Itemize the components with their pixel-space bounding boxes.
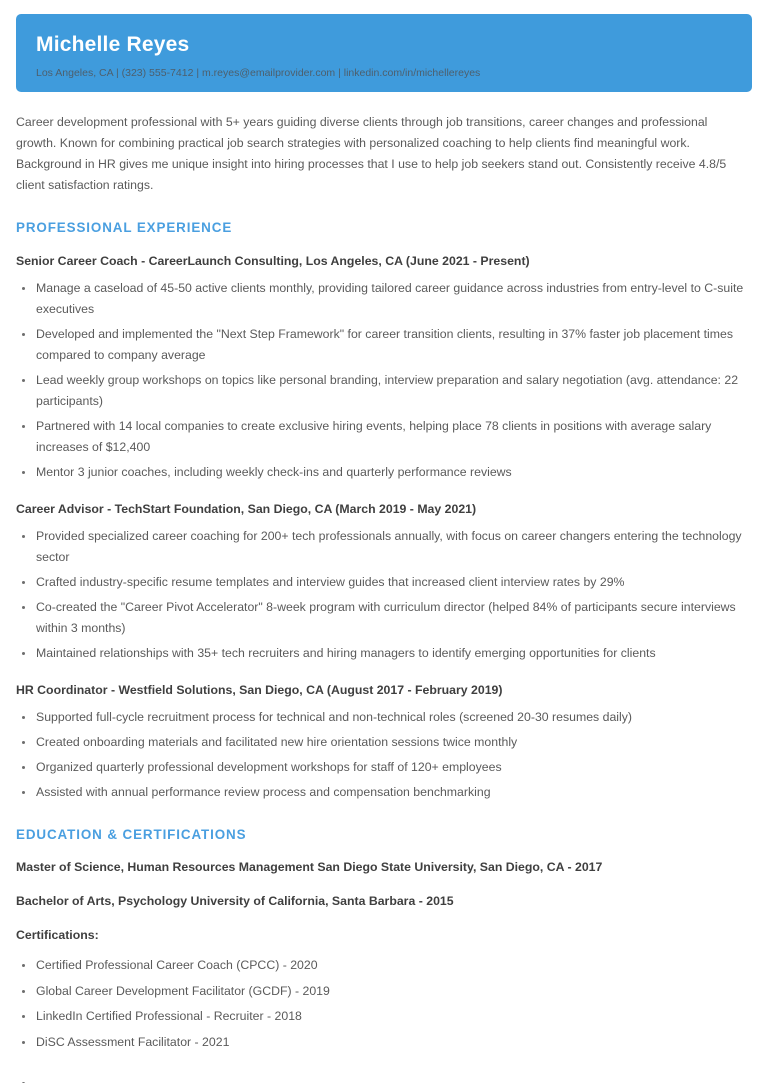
list-item: Mentor 3 junior coaches, including weekly check-ins and quarterly performance reviews: [16, 462, 752, 483]
list-item: Global Career Development Facilitator (GCDF) - 2019: [16, 979, 752, 1005]
list-item: Assisted with annual performance review process and compensation benchmarking: [16, 782, 752, 803]
education-degree: Master of Science, Human Resources Management San Diego State University, San Diego, CA - 2017: [16, 860, 603, 874]
page-title: Michelle Reyes: [36, 33, 190, 56]
list-item: Maintained relationships with 35+ tech recruiters and hiring managers to identify emerging opportunities for clients: [16, 643, 752, 664]
certifications-label: Certifications:: [16, 928, 99, 942]
professional-summary: Career development professional with 5+ years guiding diverse clients through job transitions, career changes and professional growth. Known for combining practical job search strategies with personalized coaching to help clients find meaningful work. Background in HR gives me unique insight into hiring processes that I use to help job seekers stand out. Consistently receive 4.8/5 client satisfaction ratings.: [16, 115, 727, 192]
list-item: Organized quarterly professional development workshops for staff of 120+ employees: [16, 757, 752, 778]
list-item: Provided specialized career coaching for 200+ tech professionals annually, with focus on career changers entering the technology sector: [16, 526, 752, 568]
header-banner: [16, 14, 752, 92]
section-heading-education: EDUCATION & CERTIFICATIONS: [16, 827, 247, 842]
list-item: Lead weekly group workshops on topics like personal branding, interview preparation and salary negotiation (avg. attendance: 22 participants): [16, 370, 752, 412]
list-item: Certified Professional Career Coach (CPCC) - 2020: [16, 953, 752, 979]
list-item: Developed and implemented the "Next Step Framework" for career transition clients, resulting in 37% faster job placement times compared to company average: [16, 324, 752, 366]
resume-page: [0, 14, 768, 1083]
job-title: Career Advisor - TechStart Foundation, San Diego, CA (March 2019 - May 2021): [16, 502, 477, 516]
list-item: Co-created the "Career Pivot Accelerator" 8-week program with curriculum director (helped 84% of participants secure interviews within 3 months): [16, 597, 752, 639]
list-item: Crafted industry-specific resume templates and interview guides that increased client interview rates by 29%: [16, 572, 752, 593]
job-bullet-list: [16, 278, 752, 483]
job-title: HR Coordinator - Westfield Solutions, San Diego, CA (August 2017 - February 2019): [16, 683, 503, 697]
contact-line: Los Angeles, CA | (323) 555-7412 | m.reyes@emailprovider.com | linkedin.com/in/michellereyes: [36, 67, 481, 80]
clipped-list-item: [16, 1071, 752, 1083]
certifications-list: [16, 953, 752, 1055]
education-degree: Bachelor of Arts, Psychology University of California, Santa Barbara - 2015: [16, 894, 454, 908]
job-bullet-list: [16, 526, 752, 664]
list-item: DiSC Assessment Facilitator - 2021: [16, 1030, 752, 1056]
list-item: Partnered with 14 local companies to create exclusive hiring events, helping place 78 clients in positions with average salary increases of $12,400: [16, 416, 752, 458]
list-item: LinkedIn Certified Professional - Recruiter - 2018: [16, 1004, 752, 1030]
experience-entry: [16, 500, 752, 664]
list-item: Created onboarding materials and facilitated new hire orientation sessions twice monthly: [16, 732, 752, 753]
experience-entry: [16, 252, 752, 483]
job-title: Senior Career Coach - CareerLaunch Consulting, Los Angeles, CA (June 2021 - Present): [16, 254, 530, 268]
list-item: Supported full-cycle recruitment process for technical and non-technical roles (screened 20-30 resumes daily): [16, 707, 752, 728]
section-heading-experience: PROFESSIONAL EXPERIENCE: [16, 220, 233, 235]
experience-entry: [16, 681, 752, 803]
list-item: Manage a caseload of 45-50 active clients monthly, providing tailored career guidance across industries from entry-level to C-suite executives: [16, 278, 752, 320]
job-bullet-list: [16, 707, 752, 803]
